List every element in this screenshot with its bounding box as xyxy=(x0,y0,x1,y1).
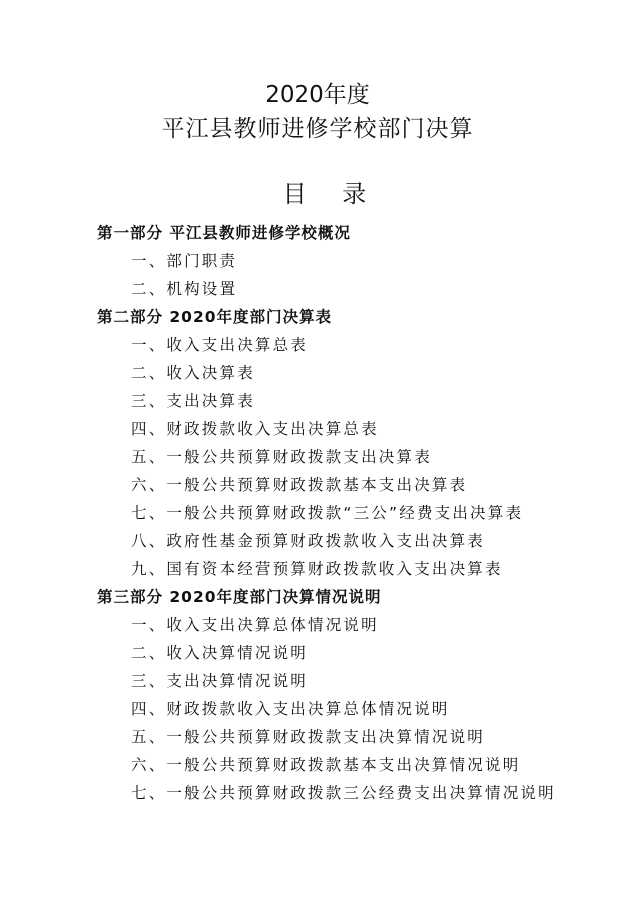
toc-item: 三、支出决算情况说明 xyxy=(131,672,309,690)
toc-item: 三、支出决算表 xyxy=(131,392,255,410)
toc-item: 二、机构设置 xyxy=(131,280,238,298)
toc-heading: 目 录 xyxy=(282,180,381,208)
toc-item: 四、财政拨款收入支出决算总体情况说明 xyxy=(131,700,450,718)
toc-item: 一、收入支出决算总体情况说明 xyxy=(131,616,379,634)
toc-item: 五、一般公共预算财政拨款支出决算表 xyxy=(131,448,432,466)
toc-item: 七、一般公共预算财政拨款三公经费支出决算情况说明 xyxy=(131,784,556,802)
toc-item: 六、一般公共预算财政拨款基本支出决算表 xyxy=(131,476,468,494)
toc-item: 一、部门职责 xyxy=(131,252,238,270)
toc-item: 二、收入决算表 xyxy=(131,364,255,382)
toc-part-1: 第一部分 平江县教师进修学校概况 xyxy=(97,224,351,242)
toc-item: 七、一般公共预算财政拨款“三公”经费支出决算表 xyxy=(131,504,524,522)
toc-item: 八、政府性基金预算财政拨款收入支出决算表 xyxy=(131,532,486,550)
toc-item: 一、收入支出决算总表 xyxy=(131,336,309,354)
year-title: 2020年度 xyxy=(265,82,370,108)
document-title: 平江县教师进修学校部门决算 xyxy=(161,116,474,142)
toc-part-3: 第三部分 2020年度部门决算情况说明 xyxy=(97,588,382,606)
toc-part-2: 第二部分 2020年度部门决算表 xyxy=(97,308,333,326)
toc-item: 六、一般公共预算财政拨款基本支出决算情况说明 xyxy=(131,756,521,774)
toc-item: 九、国有资本经营预算财政拨款收入支出决算表 xyxy=(131,560,503,578)
toc-item: 四、财政拨款收入支出决算总表 xyxy=(131,420,379,438)
toc-item: 五、一般公共预算财政拨款支出决算情况说明 xyxy=(131,728,486,746)
toc-item: 二、收入决算情况说明 xyxy=(131,644,309,662)
